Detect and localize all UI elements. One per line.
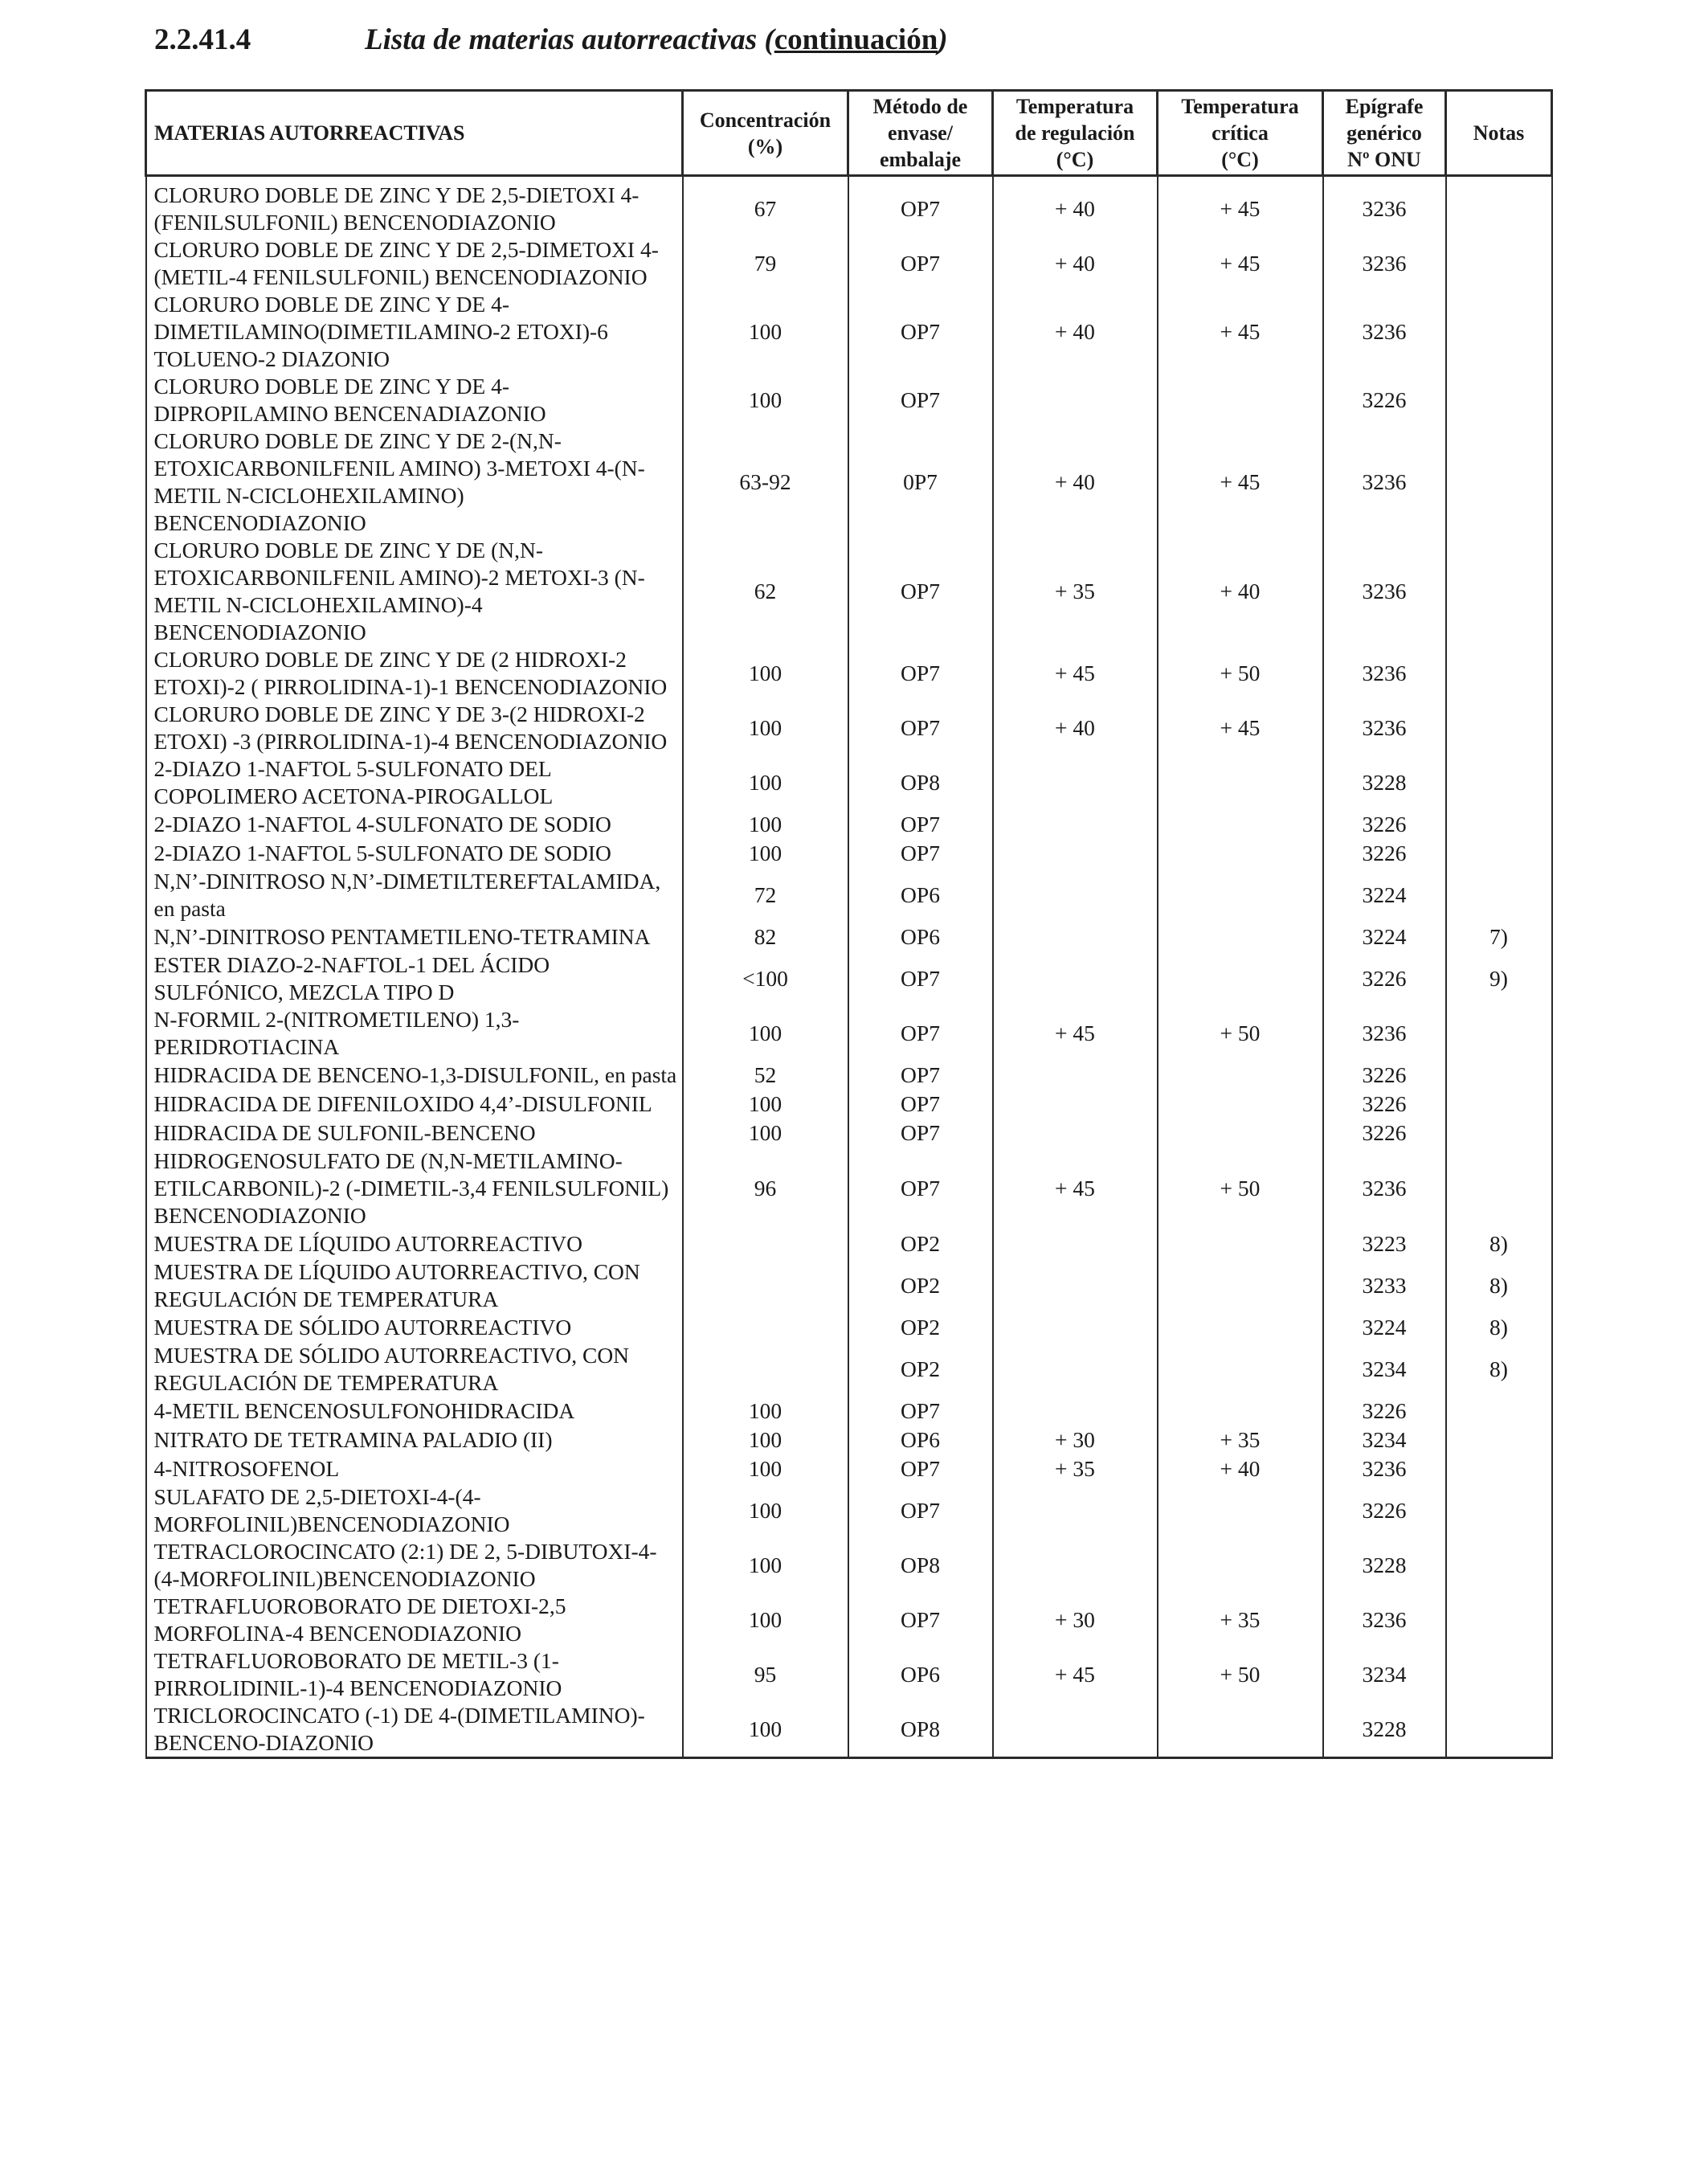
cell-emergency-temperature: + 35: [1158, 1426, 1323, 1454]
cell-concentration: 100: [683, 1593, 848, 1647]
cell-concentration: 100: [683, 755, 848, 810]
table-row: [146, 1229, 1552, 1258]
cell-emergency-temperature: [1158, 1229, 1323, 1258]
cell-emergency-temperature: + 50: [1158, 1006, 1323, 1061]
cell-substance-name: MUESTRA DE LÍQUIDO AUTORREACTIVO, CON REGULACIÓN DE TEMPERATURA: [146, 1258, 683, 1313]
cell-concentration: 100: [683, 810, 848, 839]
cell-packing-method: OP7: [848, 236, 993, 291]
table-row: [146, 839, 1552, 868]
cell-substance-name: MUESTRA DE SÓLIDO AUTORREACTIVO, CON REGULACIÓN DE TEMPERATURA: [146, 1342, 683, 1397]
cell-notes: [1446, 1147, 1552, 1229]
cell-control-temperature: + 30: [993, 1426, 1158, 1454]
self-reactive-substances-table: [145, 89, 1553, 1759]
col-header-packing-method: Método de envase/ embalaje: [848, 91, 993, 176]
cell-substance-name: N-FORMIL 2-(NITROMETILENO) 1,3-PERIDROTIACINA: [146, 1006, 683, 1061]
cell-packing-method: OP7: [848, 1090, 993, 1119]
cell-concentration: 82: [683, 922, 848, 951]
cell-un-entry: 3226: [1323, 373, 1446, 427]
cell-concentration: [683, 1313, 848, 1342]
cell-notes: [1446, 1593, 1552, 1647]
table-row: [146, 1397, 1552, 1426]
cell-control-temperature: [993, 1090, 1158, 1119]
cell-concentration: 63-92: [683, 427, 848, 537]
cell-control-temperature: [993, 868, 1158, 922]
cell-concentration: 100: [683, 373, 848, 427]
cell-packing-method: 0P7: [848, 427, 993, 537]
cell-emergency-temperature: [1158, 1119, 1323, 1147]
cell-notes: [1446, 176, 1552, 237]
cell-emergency-temperature: + 50: [1158, 646, 1323, 701]
cell-un-entry: 3226: [1323, 1119, 1446, 1147]
col-header-concentration: Concentración (%): [683, 91, 848, 176]
cell-control-temperature: [993, 1702, 1158, 1758]
cell-emergency-temperature: [1158, 1090, 1323, 1119]
cell-substance-name: N,N’-DINITROSO N,N’-DIMETILTEREFTALAMIDA, en pasta: [146, 868, 683, 922]
table-row: [146, 1061, 1552, 1090]
cell-notes: [1446, 1061, 1552, 1090]
cell-substance-name: N,N’-DINITROSO PENTAMETILENO-TETRAMINA: [146, 922, 683, 951]
cell-notes: 9): [1446, 951, 1552, 1006]
cell-notes: [1446, 1006, 1552, 1061]
cell-substance-name: HIDRACIDA DE SULFONIL-BENCENO: [146, 1119, 683, 1147]
cell-packing-method: OP7: [848, 810, 993, 839]
cell-packing-method: OP7: [848, 1006, 993, 1061]
table-row: [146, 1119, 1552, 1147]
cell-concentration: 52: [683, 1061, 848, 1090]
cell-un-entry: 3226: [1323, 1483, 1446, 1538]
cell-substance-name: 4-METIL BENCENOSULFONOHIDRACIDA: [146, 1397, 683, 1426]
cell-control-temperature: [993, 1229, 1158, 1258]
cell-substance-name: 2-DIAZO 1-NAFTOL 4-SULFONATO DE SODIO: [146, 810, 683, 839]
cell-un-entry: 3223: [1323, 1229, 1446, 1258]
table-row: [146, 427, 1552, 537]
col-header-generic-entry: Epígrafe genérico Nº ONU: [1323, 91, 1446, 176]
cell-concentration: 100: [683, 646, 848, 701]
cell-un-entry: 3236: [1323, 537, 1446, 646]
cell-emergency-temperature: [1158, 868, 1323, 922]
cell-un-entry: 3234: [1323, 1426, 1446, 1454]
cell-notes: [1446, 810, 1552, 839]
cell-emergency-temperature: [1158, 1258, 1323, 1313]
cell-packing-method: OP7: [848, 537, 993, 646]
cell-control-temperature: [993, 1119, 1158, 1147]
cell-un-entry: 3236: [1323, 1593, 1446, 1647]
cell-notes: [1446, 236, 1552, 291]
cell-emergency-temperature: [1158, 922, 1323, 951]
cell-concentration: 100: [683, 1397, 848, 1426]
cell-control-temperature: + 40: [993, 236, 1158, 291]
cell-concentration: 100: [683, 1454, 848, 1483]
cell-un-entry: 3224: [1323, 868, 1446, 922]
cell-packing-method: OP7: [848, 1397, 993, 1426]
cell-emergency-temperature: [1158, 810, 1323, 839]
cell-un-entry: 3233: [1323, 1258, 1446, 1313]
table-row: [146, 1090, 1552, 1119]
cell-un-entry: 3236: [1323, 236, 1446, 291]
cell-notes: 8): [1446, 1258, 1552, 1313]
cell-packing-method: OP8: [848, 1538, 993, 1593]
cell-substance-name: HIDRACIDA DE DIFENILOXIDO 4,4’-DISULFONIL: [146, 1090, 683, 1119]
cell-notes: [1446, 839, 1552, 868]
cell-control-temperature: + 40: [993, 291, 1158, 373]
cell-control-temperature: + 40: [993, 176, 1158, 237]
cell-un-entry: 3234: [1323, 1342, 1446, 1397]
cell-un-entry: 3228: [1323, 1538, 1446, 1593]
cell-substance-name: CLORURO DOBLE DE ZINC Y DE (N,N-ETOXICARBONILFENIL AMINO)-2 METOXI-3 (N-METIL N-CICLOHEXILAMINO)-4 BENCENODIAZONIO: [146, 537, 683, 646]
cell-emergency-temperature: [1158, 755, 1323, 810]
table-row: [146, 701, 1552, 755]
cell-substance-name: ESTER DIAZO-2-NAFTOL-1 DEL ÁCIDO SULFÓNICO, MEZCLA TIPO D: [146, 951, 683, 1006]
cell-concentration: 100: [683, 839, 848, 868]
cell-control-temperature: [993, 1397, 1158, 1426]
cell-packing-method: OP6: [848, 1426, 993, 1454]
cell-un-entry: 3236: [1323, 176, 1446, 237]
cell-concentration: 100: [683, 1538, 848, 1593]
cell-concentration: 100: [683, 1006, 848, 1061]
continued-label: continuación: [774, 23, 938, 56]
cell-notes: [1446, 1483, 1552, 1538]
cell-notes: [1446, 373, 1552, 427]
cell-packing-method: OP6: [848, 868, 993, 922]
cell-substance-name: MUESTRA DE SÓLIDO AUTORREACTIVO: [146, 1313, 683, 1342]
cell-concentration: [683, 1258, 848, 1313]
cell-emergency-temperature: + 45: [1158, 291, 1323, 373]
cell-packing-method: OP6: [848, 922, 993, 951]
cell-packing-method: OP2: [848, 1342, 993, 1397]
table-row: [146, 176, 1552, 237]
cell-emergency-temperature: [1158, 1313, 1323, 1342]
cell-concentration: 100: [683, 1090, 848, 1119]
cell-substance-name: CLORURO DOBLE DE ZINC Y DE 2,5-DIETOXI 4-(FENILSULFONIL) BENCENODIAZONIO: [146, 176, 683, 237]
cell-emergency-temperature: [1158, 1702, 1323, 1758]
cell-control-temperature: [993, 1538, 1158, 1593]
cell-packing-method: OP7: [848, 839, 993, 868]
cell-un-entry: 3236: [1323, 427, 1446, 537]
cell-emergency-temperature: + 45: [1158, 176, 1323, 237]
cell-notes: [1446, 427, 1552, 537]
cell-control-temperature: [993, 1061, 1158, 1090]
col-header-substance: MATERIAS AUTORREACTIVAS: [146, 91, 683, 176]
col-header-emergency-temperature: Temperatura crítica (°C): [1158, 91, 1323, 176]
cell-notes: [1446, 1119, 1552, 1147]
cell-concentration: 62: [683, 537, 848, 646]
cell-concentration: 96: [683, 1147, 848, 1229]
cell-packing-method: OP7: [848, 1483, 993, 1538]
cell-packing-method: OP7: [848, 291, 993, 373]
cell-notes: 8): [1446, 1313, 1552, 1342]
cell-emergency-temperature: [1158, 1483, 1323, 1538]
cell-emergency-temperature: [1158, 951, 1323, 1006]
cell-un-entry: 3236: [1323, 1147, 1446, 1229]
table-row: [146, 646, 1552, 701]
cell-concentration: 100: [683, 291, 848, 373]
cell-substance-name: CLORURO DOBLE DE ZINC Y DE 3-(2 HIDROXI-2 ETOXI) -3 (PIRROLIDINA-1)-4 BENCENODIAZONIO: [146, 701, 683, 755]
cell-notes: [1446, 868, 1552, 922]
cell-substance-name: 4-NITROSOFENOL: [146, 1454, 683, 1483]
cell-concentration: 100: [683, 701, 848, 755]
cell-un-entry: 3226: [1323, 1090, 1446, 1119]
cell-control-temperature: + 45: [993, 646, 1158, 701]
cell-un-entry: 3234: [1323, 1647, 1446, 1702]
cell-substance-name: SULAFATO DE 2,5-DIETOXI-4-(4-MORFOLINIL)BENCENODIAZONIO: [146, 1483, 683, 1538]
cell-control-temperature: [993, 373, 1158, 427]
cell-substance-name: 2-DIAZO 1-NAFTOL 5-SULFONATO DEL COPOLIMERO ACETONA-PIROGALLOL: [146, 755, 683, 810]
cell-notes: 7): [1446, 922, 1552, 951]
table-row: [146, 1342, 1552, 1397]
cell-substance-name: CLORURO DOBLE DE ZINC Y DE (2 HIDROXI-2 ETOXI)-2 ( PIRROLIDINA-1)-1 BENCENODIAZONIO: [146, 646, 683, 701]
cell-substance-name: TRICLOROCINCATO (-1) DE 4-(DIMETILAMINO)-BENCENO-DIAZONIO: [146, 1702, 683, 1758]
cell-packing-method: OP6: [848, 1647, 993, 1702]
cell-packing-method: OP7: [848, 373, 993, 427]
cell-control-temperature: + 35: [993, 537, 1158, 646]
cell-packing-method: OP7: [848, 176, 993, 237]
cell-control-temperature: + 40: [993, 701, 1158, 755]
table-row: [146, 1454, 1552, 1483]
cell-un-entry: 3236: [1323, 646, 1446, 701]
cell-substance-name: HIDROGENOSULFATO DE (N,N-METILAMINO-ETILCARBONIL)-2 (-DIMETIL-3,4 FENILSULFONIL) BENCENODIAZONIO: [146, 1147, 683, 1229]
cell-emergency-temperature: + 45: [1158, 701, 1323, 755]
table-row: [146, 1426, 1552, 1454]
cell-emergency-temperature: [1158, 1538, 1323, 1593]
cell-packing-method: OP7: [848, 701, 993, 755]
table-row: [146, 1258, 1552, 1313]
cell-emergency-temperature: + 35: [1158, 1593, 1323, 1647]
cell-notes: [1446, 755, 1552, 810]
cell-substance-name: MUESTRA DE LÍQUIDO AUTORREACTIVO: [146, 1229, 683, 1258]
cell-un-entry: 3224: [1323, 922, 1446, 951]
cell-substance-name: CLORURO DOBLE DE ZINC Y DE 2,5-DIMETOXI 4-(METIL-4 FENILSULFONIL) BENCENODIAZONIO: [146, 236, 683, 291]
table-row: [146, 236, 1552, 291]
cell-packing-method: OP8: [848, 755, 993, 810]
cell-packing-method: OP7: [848, 1593, 993, 1647]
cell-notes: [1446, 1397, 1552, 1426]
cell-notes: [1446, 701, 1552, 755]
cell-emergency-temperature: [1158, 1397, 1323, 1426]
section-title-text: Lista de materias autorreactivas (: [365, 23, 774, 56]
cell-emergency-temperature: [1158, 373, 1323, 427]
cell-packing-method: OP2: [848, 1229, 993, 1258]
table-row: [146, 1483, 1552, 1538]
cell-control-temperature: [993, 810, 1158, 839]
header-row: [146, 91, 1552, 176]
cell-un-entry: 3226: [1323, 839, 1446, 868]
cell-control-temperature: + 35: [993, 1454, 1158, 1483]
table-row: [146, 373, 1552, 427]
table-row: [146, 1006, 1552, 1061]
cell-un-entry: 3228: [1323, 755, 1446, 810]
section-title-close: ): [938, 23, 948, 56]
cell-control-temperature: + 45: [993, 1147, 1158, 1229]
table-row: [146, 1647, 1552, 1702]
table-row: [146, 1538, 1552, 1593]
cell-emergency-temperature: [1158, 839, 1323, 868]
cell-concentration: 100: [683, 1426, 848, 1454]
cell-packing-method: OP7: [848, 951, 993, 1006]
cell-notes: [1446, 537, 1552, 646]
cell-emergency-temperature: + 40: [1158, 1454, 1323, 1483]
cell-packing-method: OP7: [848, 1119, 993, 1147]
cell-control-temperature: [993, 1313, 1158, 1342]
cell-emergency-temperature: + 45: [1158, 427, 1323, 537]
cell-substance-name: CLORURO DOBLE DE ZINC Y DE 4-DIMETILAMINO(DIMETILAMINO-2 ETOXI)-6 TOLUENO-2 DIAZONIO: [146, 291, 683, 373]
cell-control-temperature: [993, 1258, 1158, 1313]
cell-notes: [1446, 1426, 1552, 1454]
cell-control-temperature: + 40: [993, 427, 1158, 537]
cell-packing-method: OP7: [848, 1061, 993, 1090]
cell-emergency-temperature: [1158, 1061, 1323, 1090]
cell-packing-method: OP2: [848, 1313, 993, 1342]
cell-notes: 8): [1446, 1342, 1552, 1397]
cell-packing-method: OP8: [848, 1702, 993, 1758]
cell-substance-name: CLORURO DOBLE DE ZINC Y DE 4-DIPROPILAMINO BENCENADIAZONIO: [146, 373, 683, 427]
cell-concentration: 67: [683, 176, 848, 237]
cell-concentration: [683, 1342, 848, 1397]
cell-substance-name: CLORURO DOBLE DE ZINC Y DE 2-(N,N-ETOXICARBONILFENIL AMINO) 3-METOXI 4-(N-METIL N-CICLOHEXILAMINO) BENCENODIAZONIO: [146, 427, 683, 537]
cell-notes: [1446, 1702, 1552, 1758]
cell-emergency-temperature: + 50: [1158, 1147, 1323, 1229]
cell-un-entry: 3236: [1323, 701, 1446, 755]
cell-un-entry: 3226: [1323, 1061, 1446, 1090]
section-heading: [154, 22, 948, 57]
cell-control-temperature: + 45: [993, 1647, 1158, 1702]
table-row: [146, 1313, 1552, 1342]
table-row: [146, 1147, 1552, 1229]
table-row: [146, 810, 1552, 839]
cell-concentration: 79: [683, 236, 848, 291]
cell-notes: [1446, 646, 1552, 701]
cell-substance-name: TETRAFLUOROBORATO DE DIETOXI-2,5 MORFOLINA-4 BENCENODIAZONIO: [146, 1593, 683, 1647]
section-title: [365, 23, 948, 56]
cell-un-entry: 3228: [1323, 1702, 1446, 1758]
cell-un-entry: 3226: [1323, 1397, 1446, 1426]
cell-notes: 8): [1446, 1229, 1552, 1258]
cell-un-entry: 3226: [1323, 810, 1446, 839]
col-header-notes: Notas: [1446, 91, 1552, 176]
cell-emergency-temperature: [1158, 1342, 1323, 1397]
cell-control-temperature: [993, 951, 1158, 1006]
cell-packing-method: OP7: [848, 1147, 993, 1229]
cell-concentration: 100: [683, 1119, 848, 1147]
cell-emergency-temperature: + 40: [1158, 537, 1323, 646]
cell-control-temperature: + 30: [993, 1593, 1158, 1647]
cell-control-temperature: [993, 755, 1158, 810]
cell-emergency-temperature: + 50: [1158, 1647, 1323, 1702]
table-row: [146, 537, 1552, 646]
cell-concentration: 100: [683, 1483, 848, 1538]
cell-concentration: 95: [683, 1647, 848, 1702]
section-number: 2.2.41.4: [154, 23, 251, 56]
cell-notes: [1446, 1538, 1552, 1593]
cell-un-entry: 3224: [1323, 1313, 1446, 1342]
cell-packing-method: OP7: [848, 1454, 993, 1483]
cell-un-entry: 3236: [1323, 291, 1446, 373]
cell-emergency-temperature: + 45: [1158, 236, 1323, 291]
cell-concentration: 72: [683, 868, 848, 922]
cell-notes: [1446, 291, 1552, 373]
table-row: [146, 1702, 1552, 1758]
cell-un-entry: 3236: [1323, 1006, 1446, 1061]
cell-substance-name: TETRACLOROCINCATO (2:1) DE 2, 5-DIBUTOXI-4-(4-MORFOLINIL)BENCENODIAZONIO: [146, 1538, 683, 1593]
cell-control-temperature: + 45: [993, 1006, 1158, 1061]
cell-control-temperature: [993, 1342, 1158, 1397]
cell-notes: [1446, 1647, 1552, 1702]
cell-control-temperature: [993, 1483, 1158, 1538]
cell-notes: [1446, 1454, 1552, 1483]
cell-concentration: 100: [683, 1702, 848, 1758]
cell-substance-name: 2-DIAZO 1-NAFTOL 5-SULFONATO DE SODIO: [146, 839, 683, 868]
cell-substance-name: NITRATO DE TETRAMINA PALADIO (II): [146, 1426, 683, 1454]
col-header-control-temperature: Temperatura de regulación (°C): [993, 91, 1158, 176]
cell-control-temperature: [993, 839, 1158, 868]
cell-concentration: <100: [683, 951, 848, 1006]
table-row: [146, 291, 1552, 373]
table-row: [146, 868, 1552, 922]
cell-packing-method: OP7: [848, 646, 993, 701]
table-row: [146, 755, 1552, 810]
cell-packing-method: OP2: [848, 1258, 993, 1313]
cell-un-entry: 3236: [1323, 1454, 1446, 1483]
cell-control-temperature: [993, 922, 1158, 951]
cell-notes: [1446, 1090, 1552, 1119]
cell-substance-name: HIDRACIDA DE BENCENO-1,3-DISULFONIL, en pasta: [146, 1061, 683, 1090]
table-row: [146, 1593, 1552, 1647]
table-row: [146, 922, 1552, 951]
cell-concentration: [683, 1229, 848, 1258]
cell-un-entry: 3226: [1323, 951, 1446, 1006]
cell-substance-name: TETRAFLUOROBORATO DE METIL-3 (1-PIRROLIDINIL-1)-4 BENCENODIAZONIO: [146, 1647, 683, 1702]
table-row: [146, 951, 1552, 1006]
